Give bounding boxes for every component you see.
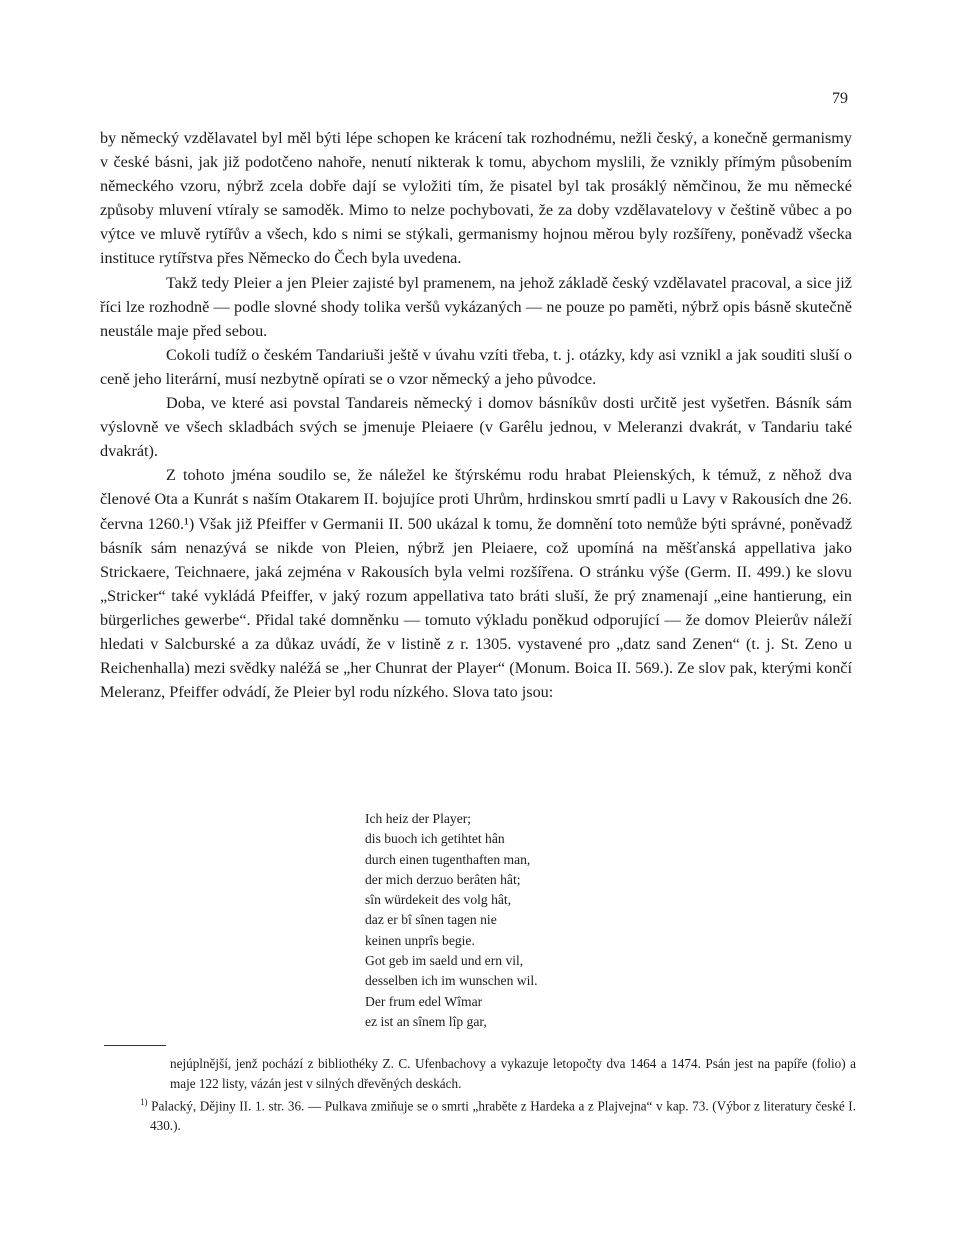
paragraph: Cokoli tudíž o českém Tandariuši ještě v úvahu vzíti třeba, t. j. otázky, kdy asi vznikl a jak souditi sluší o ceně jeho literární, musí nezbytně opírati se o vzor německý a jeho původce. [100,345,852,388]
footnote-continuation: nejúplnější, jenž pochází z bibliothéky Z. C. Ufenbachovy a vykazuje letopočty dva 1464 a 1474. Psán jest na papíře (folio) a maje 122 listy, vázán jest v silných dřevěných deskách. [170,1056,856,1091]
paragraph: Z tohoto jména soudilo se, že náležel ke štýrskému rodu hrabat Pleienských, k témuž, z něhož dva členové Ota a Kunrát s naším Otakarem II. bojujíce proti Uhrům, hrdinskou smrtí padli u Lavy v Rakousích dne 26. června 1260.¹) Však již Pfeiffer v Germanii II. 500 ukázal k tomu, že domnění toto nemůže býti správné, poněvadž básník sám nenazývá se nikde von Pleien, nýbrž jen Pleiaere, což upomíná na měšťanská appellativa jako Strickaere, Teichnaere, jaká zejména v Rakousích byla velmi rozšířena. O stránku výše (Germ. II. 499.) ke slovu „Stricker“ také vykládá Pfeiffer, v jaký rozum appellativa tato bráti sluší, že prý znamenají „eine hantierung, ein bürgerliches gewerbe“. Přidal také domněnku — tomuto výkladu poněkud odporující — že domov Pleierův náleží hledati v Salcburské a za důkaz uvádí, že v listině z r. 1305. vystavené pro „datz sand Zenen“ (t. j. St. Zeno u Reichenhalla) mezi svědky naléžá se „her Chunrat der Player“ (Monum. Boica II. 569.). Ze slov pak, kterými končí Meleranz, Pfeiffer odvádí, že Pleier byl rodu nízkého. Slova tato jsou: [100,466,852,702]
paragraph: Takž tedy Pleier a jen Pleier zajisté byl pramenem, na jehož základě český vzdělavatel pracoval, a sice již říci lze rozhodně — podle slovné shody tolika veršů vykázaných — ne pouze po paměti, nýbrž opis básně skutečně neustále maje před sebou. [100,273,852,340]
verse-line: Ich heiz der Player; [365,811,472,826]
footnote-mark: 1) [140,1097,148,1108]
paragraph: Doba, ve které asi povstal Tandareis německý i domov básníkův dosti určitě jest vyšetřen. Básník sám výslovně ve všech skladbách svých se jmenuje Pleiaere (v Garêlu jednou, v Meleranzi dvakrát, v Tandariu také dvakrát). [100,394,852,461]
verse-line: dis buoch ich getihtet hân [365,831,505,847]
verse-quotation [365,809,538,1032]
verse-line: keinen unprîs begie. [365,932,475,948]
main-text [100,126,852,704]
verse-line: Der frum edel Wîmar [365,993,483,1009]
page-number: 79 [832,90,848,107]
footnote-text: Palacký, Dějiny II. 1. str. 36. — Pulkava zmiňuje se o smrti „hraběte z Hardeka a z Plajvejna“ v kap. 73. (Výbor z literatury české I. 430.). [150,1098,856,1134]
footnotes [100,1054,856,1136]
paragraph: by německý vzdělavatel byl měl býti lépe schopen ke krácení tak rozhodnému, nežli český, a konečně germanismy v české básni, jak již podotčeno nahoře, nenutí nikterak k tomu, abychom myslili, že vznikly přímým působením německého vzoru, nýbrž zcela dobře dají se vyložiti tím, že pisatel byl tak prosáklý němčinou, že mu německé způsoby mluvení vtíraly se samoděk. Mimo to nelze pochybovati, že za doby vzdělavatelovy v češtině vůbec a po výtce ve mluvě rytířův a všech, kdo s nimi se stýkali, germanismy hojnou měrou byly rozšířeny, poněvadž všecka instituce rytířstva přes Německo do Čech byla uvedena. [100,129,852,268]
verse-line: durch einen tugenthaften man, [365,851,531,867]
footnote [100,1093,856,1136]
verse-line: der mich derzuo berâten hât; [365,871,521,887]
footnote-divider [104,1045,166,1046]
verse-line: desselben ich im wunschen wil. [365,973,538,989]
verse-line: daz er bî sînen tagen nie [365,912,497,928]
verse-line: ez ist an sînem lîp gar, [365,1013,487,1029]
verse-line: Got geb im saeld und ern vil, [365,953,524,969]
verse-line: sîn würdekeit des volg hât, [365,892,512,908]
